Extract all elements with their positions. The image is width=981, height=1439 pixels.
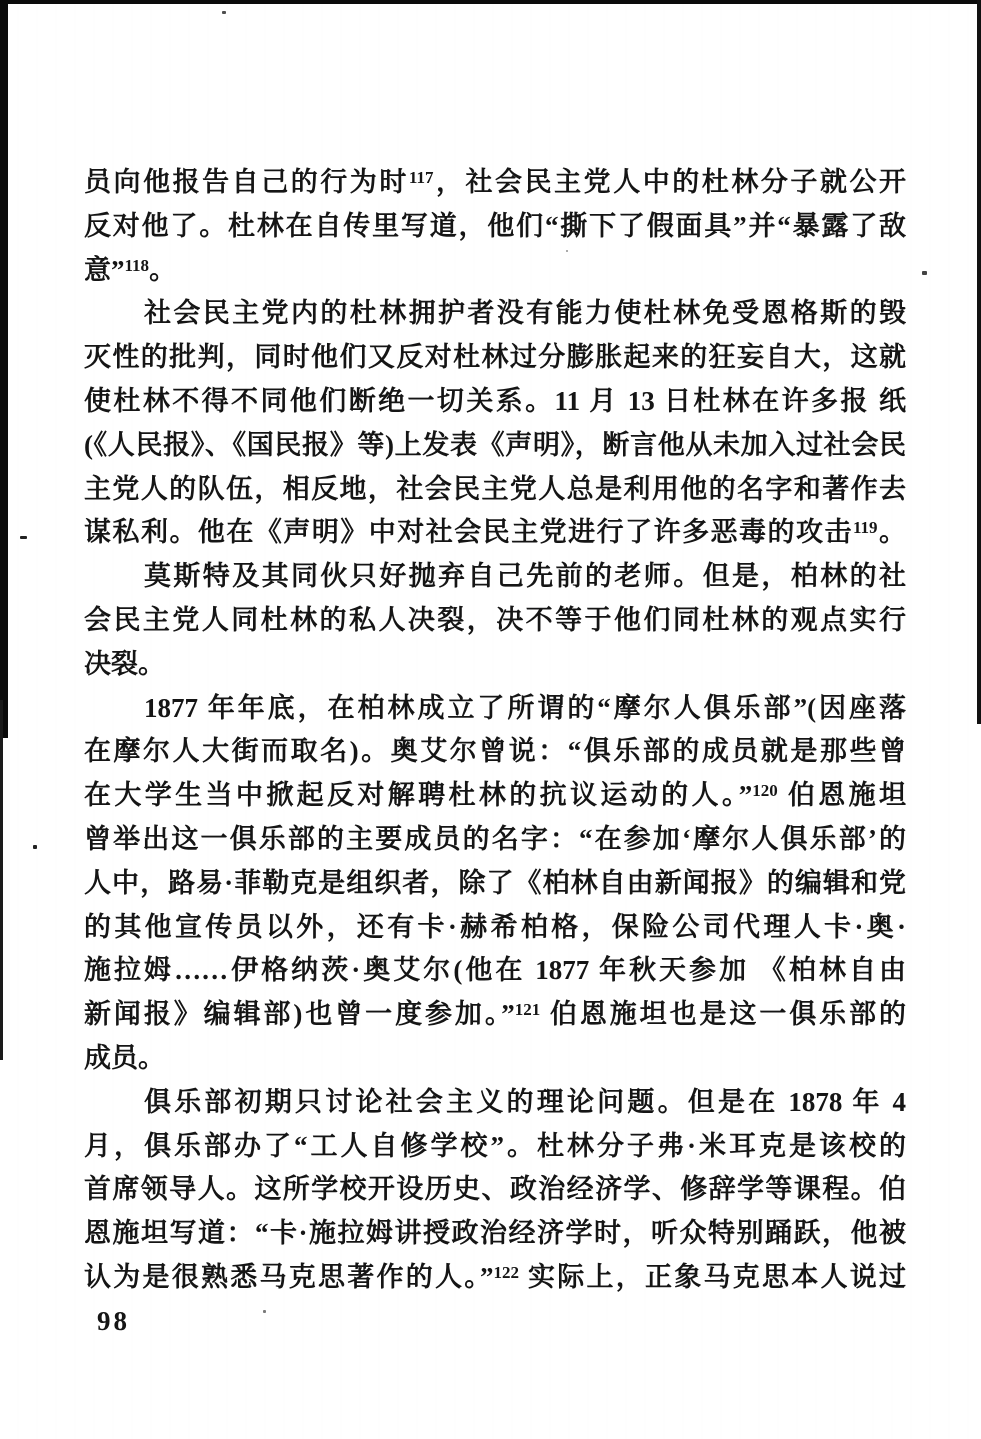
scan-edge-top xyxy=(0,0,981,4)
scan-speck xyxy=(33,845,37,849)
text-line: 社会民主党内的杜林拥护者没有能力使杜林免受恩格斯的毁 xyxy=(144,298,906,329)
footnote-ref: 117 xyxy=(408,168,434,187)
text-line: 新闻报》编辑部)也曾一度参加。”$^{121}$ 伯恩施坦也是这一俱乐部的 xyxy=(84,999,906,1030)
text-line: 人中，路易·菲勒克是组织者，除了《柏林自由新闻报》的编辑和党 xyxy=(84,867,906,898)
text-line: 认为是很熟悉马克思著作的人。”$^{122}$ 实际上，正象马克思本人说过 xyxy=(84,1261,906,1292)
footnote-ref: 122 xyxy=(493,1262,519,1282)
text-line: 莫斯特及其同伙只好抛弃自己先前的老师。但是，柏林的社 xyxy=(144,561,906,592)
scan-edge-left xyxy=(0,0,8,738)
text-line: 1877 年年底，在柏林成立了所谓的“摩尔人俱乐部”(因座落 xyxy=(144,692,906,723)
text-line: (《人民报》、《国民报》等)上发表《声明》，断言他从未加入过社会民 xyxy=(84,429,906,460)
text-line: 谋私利。他在《声明》中对社会民主党进行了许多恶毒的攻击$^{119}$。 xyxy=(84,517,906,548)
text-line: 意”$^{118}$。 xyxy=(84,254,177,285)
text-line: 灭性的批判，同时他们又反对杜林过分膨胀起来的狂妄自大，这就 xyxy=(84,342,906,373)
scan-speck xyxy=(222,11,226,14)
scan-edge-right xyxy=(977,0,981,724)
footnote-ref: 120 xyxy=(752,781,778,801)
text-line: 在摩尔人大街而取名)。奥艾尔曾说：“俱乐部的成员就是那些曾 xyxy=(84,736,906,767)
text-line: 俱乐部初期只讨论社会主义的理论问题。但是在 1878 年 4 xyxy=(144,1086,906,1117)
text-line: 在大学生当中掀起反对解聘杜林的抗议运动的人。”$^{120}$ 伯恩施坦 xyxy=(84,780,906,811)
footnote-ref: 121 xyxy=(514,1000,541,1020)
text-line: 恩施坦写道：“卡·施拉姆讲授政治经济学时，听众特别踊跃，他被 xyxy=(84,1218,906,1249)
scan-speck xyxy=(263,1310,266,1313)
footnote-ref: 119 xyxy=(852,518,878,538)
text-line: 会民主党人同杜林的私人决裂，决不等于他们同杜林的观点实行 xyxy=(84,604,906,635)
text-line: 员向他报告自己的行为时$^{117}$，社会民主党人中的杜林分子就公开 xyxy=(84,167,906,197)
scan-speck xyxy=(922,271,927,275)
text-line: 的其他宣传员以外，还有卡·赫希柏格，保险公司代理人卡·奥· xyxy=(84,911,906,942)
text-line: 月，俱乐部办了“工人自修学校”。杜林分子弗·米耳克是该校的 xyxy=(84,1130,906,1161)
scan-speck xyxy=(20,536,27,539)
text-line: 使杜林不得不同他们断绝一切关系。11 月 13 日杜林在许多报 纸 xyxy=(84,385,906,416)
text-block xyxy=(84,161,906,1300)
footnote-ref: 118 xyxy=(124,255,150,275)
text-line: 主党人的队伍，相反地，社会民主党人总是利用他的名字和著作去 xyxy=(84,473,906,504)
scan-edge-left-thin xyxy=(0,700,3,1060)
page-number: 98 xyxy=(97,1306,130,1336)
text-line: 曾举出这一俱乐部的主要成员的名字：“在参加‘摩尔人俱乐部’的 xyxy=(84,823,906,854)
text-line: 决裂。 xyxy=(84,648,165,679)
text-line: 施拉姆……伊格纳茨·奥艾尔(他在 1877 年秋天参加 《柏林自由 xyxy=(84,955,906,986)
text-line: 反对他了。杜林在自传里写道，他们“撕下了假面具”并“暴露了敌 xyxy=(84,210,906,241)
text-line: 首席领导人。这所学校开设历史、政治经济学、修辞学等课程。伯 xyxy=(84,1174,906,1205)
text-line: 成员。 xyxy=(84,1042,165,1073)
